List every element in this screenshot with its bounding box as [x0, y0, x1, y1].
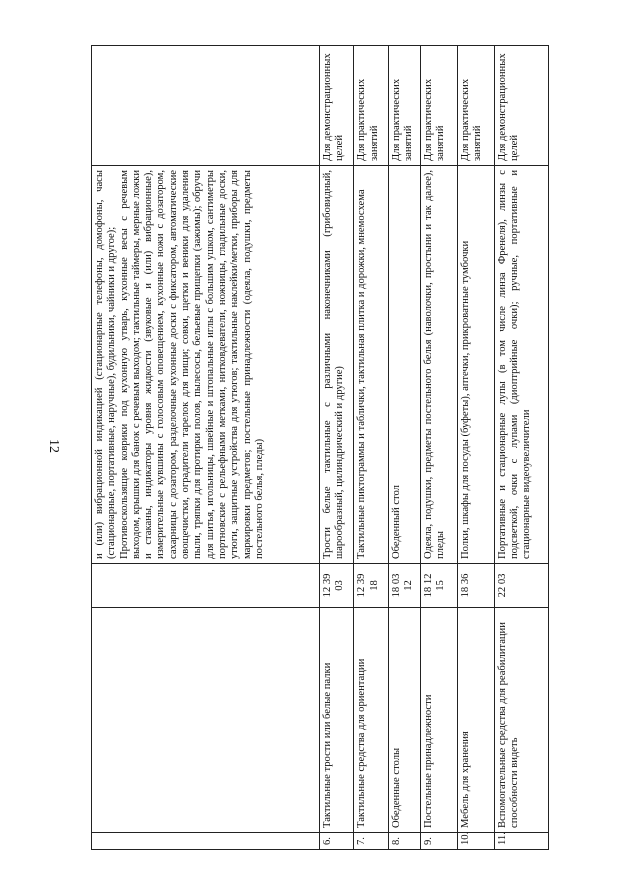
- item-description-cell: Одеяла, подушки, предметы постельного белья (наволочки, простыни и так далее), пледы: [421, 166, 458, 564]
- purpose-cell: Для демонстрационных целей: [494, 46, 548, 166]
- item-name-cell: Тактильные трости или белые палки: [319, 608, 354, 833]
- table-row: [319, 46, 354, 850]
- item-name-cell: [92, 608, 320, 833]
- item-description-cell: Трости белые тактильные с различными наконечниками (грибовидный, шарообразный, цилиндрический и другие): [319, 166, 354, 564]
- table-row: [457, 46, 494, 850]
- page-number: 12: [46, 439, 61, 453]
- table-row: [92, 46, 320, 850]
- item-description-cell: и (или) вибрационной индикацией (стационарные телефоны, домофоны, часы (стационарные, портативные, наручные), будильники, чайники и другое); Противоскользящие коврики под кухонную утварь, кухонные весы с речевым выходом, крышки для банок с речевым выходом; тактильные таймеры, мерные ложки и стаканы, индикаторы уровня жидкости (звуковые и (или) вибрационные), измерительные кувшины с голосовым оповещением, кухонные ножи с дозатором, сахарницы с дозатором, разделочные кухонные доски с фиксатором, автоматические овощечистки, оградители тарелок для пищи; совки, щетки и веники для удаления пыли, тряпки для протирки полов, пылесосы, бельевые прищепки (зажимы); обручи для шитья, игольницы, швейные и штопальные иглы с большим ушком, сантиметры портновские с рельефными метками, нитковдеватели, ножницы, гладильные доски, утюги, защитные устройства для утюгов; тактильные наклейки/метки, приборы для маркировки предметов; постельные принадлежности (одеяла, подушки, предметы постельного белья, пледы): [92, 166, 320, 564]
- classification-code-cell: 12 39 03: [319, 564, 354, 608]
- classification-code-cell: 18 12 15: [421, 564, 458, 608]
- item-name-cell: Постельные принадлежности: [421, 608, 458, 833]
- item-description-cell: Портативные и стационарные лупы (в том числе линза Френеля), линзы с подсветкой, очки с лупами (диоптрийные очки); ручные, портативные и стационарные видеоувеличители: [494, 166, 548, 564]
- item-name-cell: Тактильные средства для ориентации: [354, 608, 389, 833]
- purpose-cell: Для практических занятий: [421, 46, 458, 166]
- classification-code-cell: 18 36: [457, 564, 494, 608]
- equipment-table-sheet: [91, 46, 549, 850]
- row-number-cell: 7.: [354, 833, 389, 850]
- purpose-cell: Для практических занятий: [354, 46, 389, 166]
- table-row: [421, 46, 458, 850]
- table-row: [354, 46, 389, 850]
- classification-code-cell: 18 03 12: [388, 564, 420, 608]
- purpose-cell: [92, 46, 320, 166]
- table-row: [388, 46, 420, 850]
- purpose-cell: Для демонстрационных целей: [319, 46, 354, 166]
- item-name-cell: Обеденные столы: [388, 608, 420, 833]
- classification-code-cell: 12 39 18: [354, 564, 389, 608]
- equipment-table-body: [92, 46, 549, 850]
- purpose-cell: Для практических занятий: [388, 46, 420, 166]
- row-number-cell: 9.: [421, 833, 458, 850]
- classification-code-cell: [92, 564, 320, 608]
- classification-code-cell: 22 03: [494, 564, 548, 608]
- row-number-cell: [92, 833, 320, 850]
- row-number-cell: 10.: [457, 833, 494, 850]
- item-description-cell: Полки, шкафы для посуды (буфеты), аптечки, прикроватные тумбочки: [457, 166, 494, 564]
- table-row: [494, 46, 548, 850]
- purpose-cell: Для практических занятий: [457, 46, 494, 166]
- item-name-cell: Мебель для хранения: [457, 608, 494, 833]
- row-number-cell: 8.: [388, 833, 420, 850]
- row-number-cell: 11.: [494, 833, 548, 850]
- row-number-cell: 6.: [319, 833, 354, 850]
- equipment-table: [91, 45, 549, 850]
- item-description-cell: Тактильные пиктограммы и таблички, тактильная плитка и дорожки, мнемосхема: [354, 166, 389, 564]
- item-name-cell: Вспомогательные средства для реабилитации способности видеть: [494, 608, 548, 833]
- item-description-cell: Обеденный стол: [388, 166, 420, 564]
